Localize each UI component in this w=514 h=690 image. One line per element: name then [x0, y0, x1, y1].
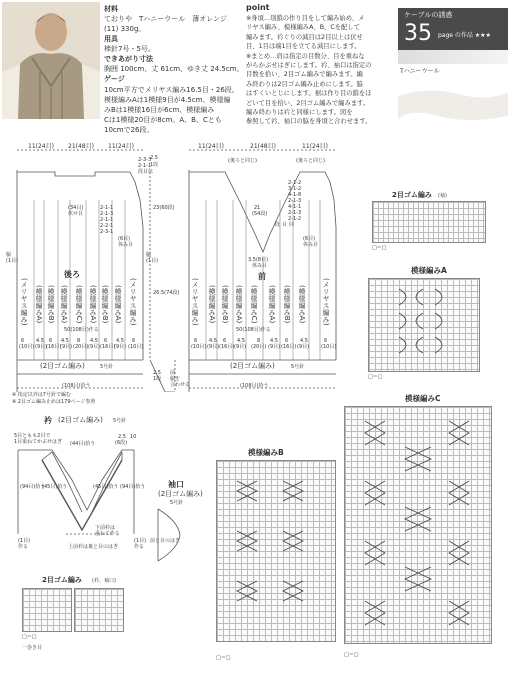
point-line: 目、1目は端1目を立てる減目にします。	[246, 43, 361, 51]
cuff-title: 袖口	[168, 480, 184, 489]
hem-legend: □＝□	[22, 634, 37, 640]
front-col-width: 6	[194, 338, 198, 344]
back-col-stitches: (9目)	[60, 344, 73, 350]
back-dim: 26.5(74段)	[153, 290, 180, 296]
back-shaping-right: 段目伏	[138, 169, 154, 175]
page-banner	[398, 8, 508, 50]
collar-subtitle: (2目ゴム編み)	[58, 416, 103, 424]
front-top-dim: 11(24目)	[198, 143, 224, 150]
size-text: 胸囲 100cm、丈 61cm、ゆき丈 24.5cm。	[104, 65, 244, 73]
back-column-label: (模様編みA)	[35, 285, 43, 324]
collar-dim: 10	[130, 434, 137, 440]
front-column-label: (メリヤス編み)	[322, 278, 330, 326]
collar-side: (1目)	[18, 538, 31, 544]
front-column-label: (模様編みB)	[221, 285, 229, 324]
back-column-label: (模様編みC)	[75, 285, 83, 324]
front-col-stitches: (10目)	[321, 344, 337, 350]
note-line: ※ 指定以外は7号針で編む	[12, 392, 71, 398]
front-column-label: (模様編みB)	[283, 285, 291, 324]
front-col-stitches: (16目)	[281, 344, 297, 350]
tools-text: 棒針7号・5号。	[104, 45, 155, 53]
gauge-line: 10cmで26段。	[104, 126, 154, 134]
front-v-shaping: 4-1-1	[288, 204, 302, 210]
back-shaping-left: 2-1-1	[100, 205, 114, 211]
banner-page-number: 35	[404, 21, 432, 46]
back-dim: 1段	[153, 376, 162, 382]
back-shaping-right: 2-1-1	[138, 163, 152, 169]
pattern-b-cables	[217, 461, 335, 641]
tools-heading: 用具	[104, 35, 118, 43]
front-top-dim: 11(24目)	[302, 143, 328, 150]
gauge-line: 10cm平方でメリヤス編み16.5目・26段。	[104, 86, 239, 94]
point-heading: point	[246, 3, 270, 12]
front-v-shaping: 3-1-2	[288, 186, 302, 192]
back-col-stitches: (9目)	[35, 344, 48, 350]
back-bottom-dim: (108目)拾う	[62, 383, 91, 389]
back-left-side: 脇	[6, 252, 12, 258]
front-sleeve-side: 休み目	[303, 242, 319, 248]
front-col-width: 6	[285, 338, 289, 344]
front-v-legend: 目	[282, 222, 288, 228]
collar-title: 衿	[44, 416, 52, 425]
back-neck-label: (34目)	[68, 205, 84, 211]
materials-amount: (11) 330g。	[104, 25, 146, 33]
point-line: どいて目を拾い、2目ゴム編みで編みます。	[246, 99, 370, 107]
collar-pick: (45目)拾う	[42, 484, 68, 490]
back-right-side: (1目)	[146, 258, 159, 264]
front-side-note: 合わせる	[170, 382, 191, 388]
front-v-shaping: 2-1-3	[288, 198, 302, 204]
pattern-b-chart	[216, 460, 336, 642]
back-col-width: 4.5	[61, 338, 69, 344]
back-col-stitches: (10目)	[19, 344, 35, 350]
front-top-dim: 21(48目)	[250, 143, 276, 150]
front-column-label: (模様編みC)	[250, 285, 258, 324]
sleeve-ribbing-title: 2目ゴム編み	[392, 191, 432, 199]
back-column-label: (模様編みB)	[47, 285, 55, 324]
front-v-shaping: 4-1-8	[288, 192, 302, 198]
back-width-label: 50(108目)作る	[64, 327, 99, 333]
hem-ribbing-chart-1	[22, 588, 72, 632]
back-column-label: (模様編みA)	[60, 285, 68, 324]
collar-top-note: 1目重ねてかぶせはぎ	[14, 439, 63, 445]
back-dim: 2.5	[150, 155, 158, 161]
point-line: 目数を拾い、2目ゴム編みで編みます。編	[246, 71, 363, 79]
back-dim: 1段	[150, 162, 159, 168]
banner-strip	[398, 50, 508, 64]
front-v-legend: 段	[275, 222, 281, 228]
front-bottom-dim: (108目)拾う	[240, 383, 269, 389]
collar-pick: (44目)拾う	[70, 441, 96, 447]
back-col-width: 4.5	[116, 338, 124, 344]
sleeve-ribbing-note: (袖)	[438, 193, 447, 199]
back-ribbing: (2目ゴム編み)	[40, 362, 85, 370]
point-line: がらかぶせはぎにします。衿、袖口は指定の	[246, 62, 372, 70]
collar-bottom-note: 重ねて作る	[95, 531, 120, 537]
hem-legend-note: 一巻き目	[22, 645, 43, 651]
collar-side: 作る	[18, 544, 29, 550]
cuff-needle: 5号針	[170, 500, 184, 506]
banner-page-suffix: page の作品 ★★★	[438, 32, 491, 39]
front-col-width: 4.5	[209, 338, 217, 344]
front-center: 休み目	[252, 263, 268, 269]
front-center: 3.5(8目)	[248, 257, 269, 263]
pattern-a-cables	[369, 279, 479, 371]
front-width-label: 50(108目)作る	[236, 327, 271, 333]
back-column-label: (メリヤス編み)	[129, 278, 137, 326]
gauge-line: Cは1模様20目が8cm。A、B、Cとも	[104, 116, 222, 124]
sleeve-ribbing-chart	[372, 201, 486, 243]
sleeve-ribbing-legend: □＝□	[372, 245, 387, 251]
banner-category: ケーブルの誘惑	[404, 11, 453, 19]
gauge-heading: ゲージ	[104, 75, 125, 83]
back-col-width: 8	[77, 338, 81, 344]
pattern-c-cables	[345, 407, 491, 643]
back-right-side: 脇	[146, 252, 152, 258]
back-column-label: (模様編みA)	[114, 285, 122, 324]
back-col-stitches: (16目)	[46, 344, 62, 350]
hem-ribbing-title: 2目ゴム編み	[42, 576, 82, 584]
front-side-note: 脇を	[170, 376, 181, 382]
point-line: 参照して衿、袖口の脇を身頃と合わせます。	[246, 118, 372, 126]
front-v-dim: 21	[254, 205, 261, 211]
front-col-stitches: (16目)	[219, 344, 235, 350]
front-col-width: 4.5	[270, 338, 278, 344]
point-text	[246, 14, 371, 127]
point-line: 編みます。衿ぐりの減目は2目以上は伏せ	[246, 33, 363, 41]
size-heading: できあがり寸法	[104, 55, 153, 63]
cuff-subtitle: (2目ゴム編み)	[158, 490, 203, 498]
back-shaping-right: 2-3-3	[138, 157, 152, 163]
front-column-label: (模様編みA)	[208, 285, 216, 324]
pattern-c-title: 模様編みC	[405, 394, 441, 403]
front-col-stitches: (10目)	[191, 344, 207, 350]
front-v-shaping: 2-1-2	[288, 180, 302, 186]
back-sleeve-side: (6目)	[118, 236, 131, 242]
front-col-width: 6	[223, 338, 227, 344]
collar-bottom-note: 前と目のはぎ	[150, 538, 181, 544]
hem-ribbing-chart-2	[74, 588, 124, 632]
pattern-a-title: 模様編みA	[411, 266, 447, 275]
front-top-label: (後ろと同じ)	[296, 158, 325, 164]
pattern-c-chart	[344, 406, 492, 644]
collar-dim: (6段)	[115, 440, 128, 446]
front-col-stitches: (9目)	[268, 344, 281, 350]
front-v-shaping: 2-1-2	[288, 216, 302, 222]
collar-bottom-note: 下前衿は	[95, 525, 116, 531]
back-col-width: 4.5	[36, 338, 44, 344]
gauge-line: みBは1模様16目が6cm、模様編み	[104, 106, 215, 114]
point-line: 編み終わりは衿と同様にします。図を	[246, 109, 353, 117]
front-col-width: 8	[257, 338, 261, 344]
back-column-label: (模様編みB)	[101, 285, 109, 324]
pattern-b-legend: □＝□	[216, 655, 231, 661]
garment-photo	[2, 2, 100, 119]
back-col-width: 4.5	[90, 338, 98, 344]
collar-pick: (45目)拾う	[93, 484, 119, 490]
back-dim: 2.5	[153, 370, 161, 376]
front-col-width: 6	[324, 338, 328, 344]
back-sleeve-side: 休み目	[118, 242, 134, 248]
back-ribbing-needle: 5号針	[100, 364, 114, 370]
front-v-shaping: 2-1-3	[288, 210, 302, 216]
back-shaping-left: 2-2-1	[100, 223, 114, 229]
back-col-stitches: (9目)	[88, 344, 101, 350]
point-line: はすくいとじにします。裾は作り目の鎖をほ	[246, 90, 372, 98]
back-top-dim: 11(24目)	[28, 143, 54, 150]
front-column-label: (模様編みA)	[298, 285, 306, 324]
back-shaping-left: 2-3-1	[100, 229, 114, 235]
point-line: リヤス編み、模様編みA、B、Cを配して	[246, 24, 360, 32]
back-col-width: 6	[104, 338, 108, 344]
pattern-a-chart	[368, 278, 480, 372]
back-neck-label: 伏せ目	[68, 211, 84, 217]
point-line: ※まとめ…肩は指定の目数分、目を重ねな	[246, 52, 365, 60]
point-line: ※身頃…別鎖の作り目をして編み始め、メ	[246, 15, 365, 22]
back-col-stitches: (10目)	[128, 344, 144, 350]
collar-pick: (94目)拾う	[120, 484, 146, 490]
front-column-label: (模様編みA)	[235, 285, 243, 324]
back-shaping-left: 2-1-3	[100, 211, 114, 217]
point-line: み終わりは2目ゴム編み止めにします。脇	[246, 80, 363, 88]
back-shaping-left: 2-1-1	[100, 217, 114, 223]
note-line: ※ 2目ゴム編み止めは179ページ参照	[12, 399, 96, 405]
back-col-stitches: (20目)	[73, 344, 89, 350]
cuff-diagram	[150, 505, 190, 565]
gauge-line: 模様編みAは1模様9目が4.5cm、模様編	[104, 96, 231, 104]
back-col-stitches: (16目)	[100, 344, 116, 350]
pattern-a-legend: □＝□	[368, 374, 383, 380]
front-title: 前	[258, 272, 266, 281]
back-top-dim: 21(48目)	[68, 143, 94, 150]
back-title: 後ろ	[64, 270, 80, 279]
front-v-legend: 回	[289, 222, 295, 228]
yarn-label: Tハニーウール	[400, 68, 440, 75]
back-column-label: (模様編みA)	[89, 285, 97, 324]
collar-side: 作る	[134, 544, 145, 550]
collar-side: (1目)	[134, 538, 147, 544]
front-column-label: (メリヤス編み)	[191, 278, 199, 326]
pattern-b-title: 模様編みB	[248, 448, 284, 457]
front-ribbing-needle: 5号針	[291, 364, 305, 370]
collar-bottom-note: 上前衿は裏と目のはぎ	[68, 544, 119, 550]
front-col-stitches: (9目)	[234, 344, 247, 350]
back-left-side: (1目)	[6, 258, 19, 264]
pattern-c-legend: □＝□	[344, 652, 359, 658]
collar-top-note: 5目ともも2目で	[14, 433, 51, 439]
hem-ribbing-note: (衿、袖口)	[92, 578, 116, 584]
front-col-width: 4.5	[300, 338, 308, 344]
materials-heading: 材料	[104, 5, 118, 13]
collar-dim: 2.5	[118, 434, 126, 440]
front-top-label: (後ろと同じ)	[228, 158, 257, 164]
back-col-stitches: (9目)	[114, 344, 127, 350]
materials-text: ておりや Tハニーウール 薄オレンジ	[104, 15, 227, 23]
front-col-stitches: (9目)	[207, 344, 220, 350]
front-sleeve-side: (6目)	[303, 236, 316, 242]
front-ribbing: (2目ゴム編み)	[230, 362, 275, 370]
back-column-label: (メリヤス編み)	[20, 278, 28, 326]
back-col-width: 6	[21, 338, 25, 344]
back-col-width: 6	[132, 338, 136, 344]
front-v-dim: (54段)	[252, 211, 268, 217]
back-top-dim: 11(24目)	[108, 143, 134, 150]
front-col-stitches: (9目)	[297, 344, 310, 350]
collar-pick: (94目)拾う	[20, 484, 46, 490]
collar-needle: 5号針	[113, 418, 127, 424]
back-dim: 23(60段)	[153, 205, 175, 211]
front-column-label: (模様編みA)	[268, 285, 276, 324]
yarn-swatch	[398, 76, 508, 136]
front-col-stitches: (20目)	[251, 344, 267, 350]
front-col-width: 4.5	[237, 338, 245, 344]
back-col-width: 6	[49, 338, 53, 344]
front-side-note: 前	[170, 370, 176, 376]
